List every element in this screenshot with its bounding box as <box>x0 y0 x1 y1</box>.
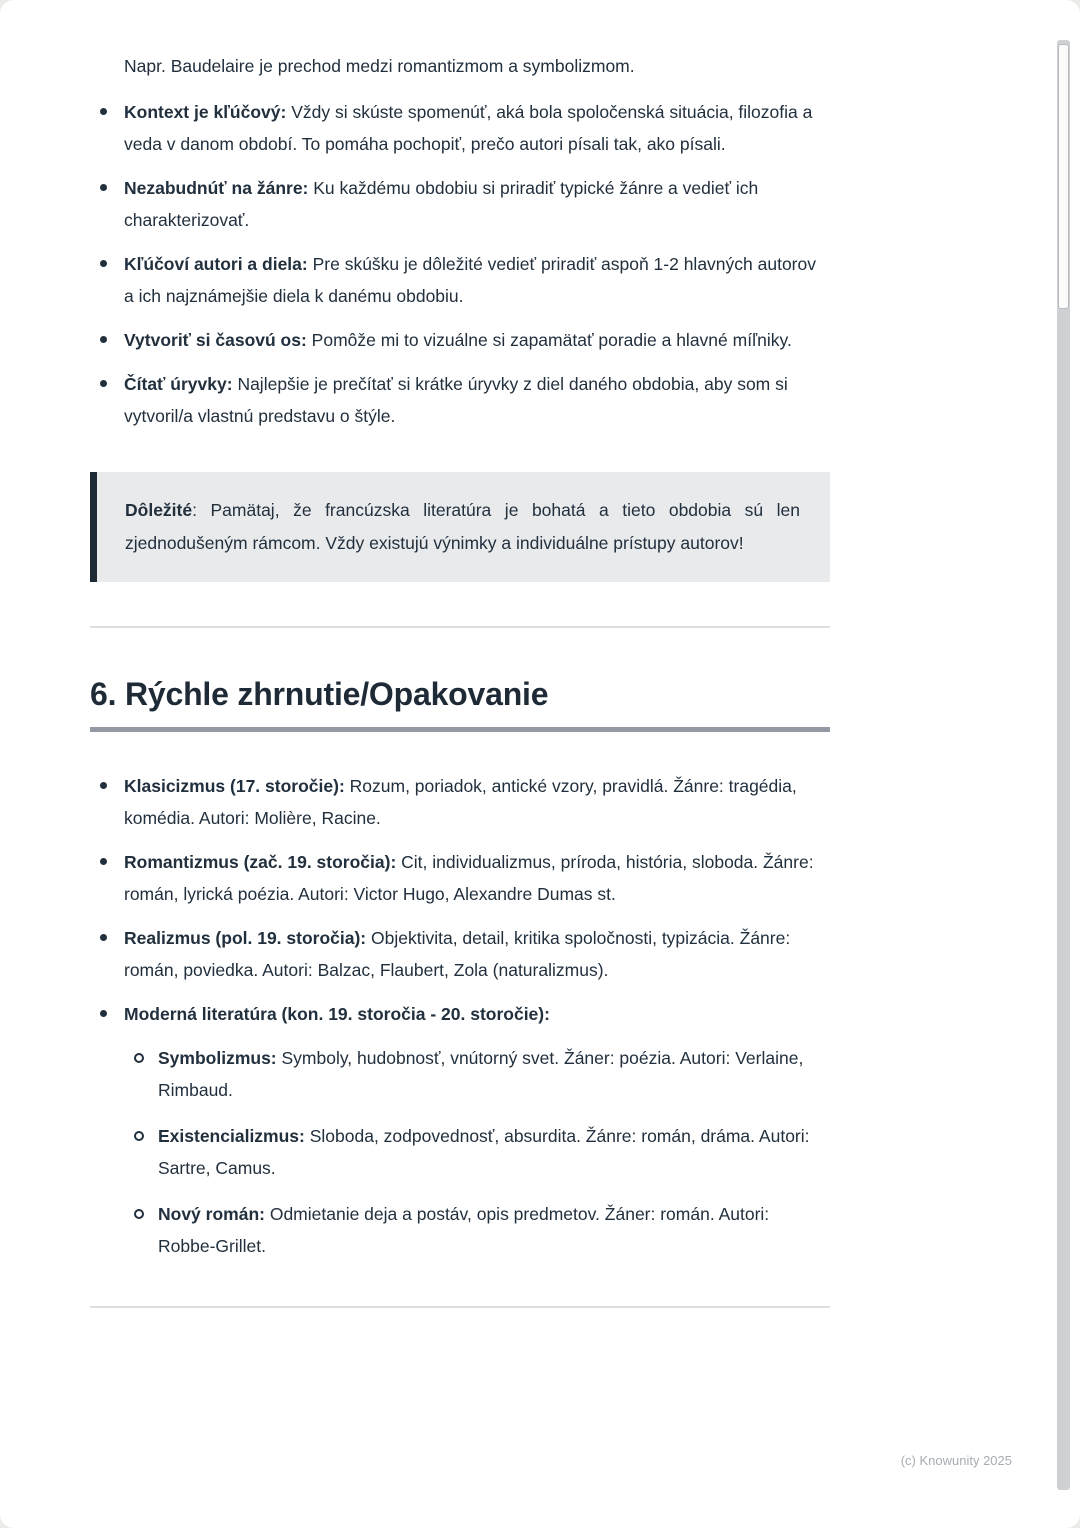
tips-list <box>90 96 830 432</box>
list-item-text: Pomôže mi to vizuálne si zapamätať poradie a hlavné míľniky. <box>306 330 792 350</box>
summary-list <box>90 770 830 1262</box>
list-item-lead: Nový román: <box>158 1204 265 1224</box>
intro-line: Napr. Baudelaire je prechod medzi romantizmom a symbolizmom. <box>124 56 635 76</box>
list-item-text: Sloboda, zodpovednosť, absurdita. Žánre: román, dráma. Autori: Sartre, Camus. <box>158 1126 810 1178</box>
heading-underline <box>90 727 830 732</box>
list-item <box>90 922 830 986</box>
nested-list-item <box>124 1042 830 1106</box>
list-item-text: Ku každému obdobiu si priradiť typické žánre a vedieť ich charakterizovať. <box>124 178 759 230</box>
list-item-text: Odmietanie deja a postáv, opis predmetov. Žáner: román. Autori: Robbe-Grillet. <box>158 1204 770 1256</box>
list-item-lead: Symbolizmus: <box>158 1048 277 1068</box>
important-callout <box>90 472 830 582</box>
list-item-lead: Moderná literatúra (kon. 19. storočia - 20. storočie): <box>124 1004 550 1024</box>
list-item-text: Pre skúšku je dôležité vedieť priradiť aspoň 1-2 hlavných autorov a ich najznámejšie diela k danému obdobiu. <box>124 254 816 306</box>
list-item <box>90 172 830 236</box>
list-item-text: Cit, individualizmus, príroda, história, sloboda. Žánre: román, lyrická poézia. Autori: Victor Hugo, Alexandre Dumas st. <box>124 852 814 904</box>
list-item-lead: Kontext je kľúčový: <box>124 102 287 122</box>
list-item-lead: Kľúčoví autori a diela: <box>124 254 308 274</box>
list-item-text: Najlepšie je prečítať si krátke úryvky z diel daného obdobia, aby som si vytvoril/a vlastnú predstavu o štýle. <box>124 374 788 426</box>
list-item-text: Vždy si skúste spomenúť, aká bola spoločenská situácia, filozofia a veda v danom období. To pomáha pochopiť, prečo autori písali tak, ako písali. <box>124 102 813 154</box>
list-item <box>90 324 830 356</box>
list-item <box>90 248 830 312</box>
nested-list-item <box>124 1120 830 1184</box>
list-item <box>90 96 830 160</box>
footer-credit: (c) Knowunity 2025 <box>900 1453 1012 1468</box>
list-item <box>90 846 830 910</box>
list-item <box>90 998 830 1262</box>
section-divider <box>90 626 830 628</box>
document-content <box>90 50 830 1308</box>
list-item-text: Rozum, poriadok, antické vzory, pravidlá. Žánre: tragédia, komédia. Autori: Molière, Racine. <box>124 776 797 828</box>
list-item <box>90 770 830 834</box>
nested-list <box>124 1042 830 1262</box>
list-item <box>90 368 830 432</box>
list-item-text: Objektivita, detail, kritika spoločnosti, typizácia. Žánre: román, poviedka. Autori: Balzac, Flaubert, Zola (naturalizmus). <box>124 928 791 980</box>
list-item-lead: Romantizmus (zač. 19. storočia): <box>124 852 397 872</box>
list-item-lead: Realizmus (pol. 19. storočia): <box>124 928 367 948</box>
list-item-lead: Klasicizmus (17. storočie): <box>124 776 345 796</box>
nested-list-item <box>124 1198 830 1262</box>
callout-lead: Dôležité <box>125 500 193 520</box>
scrollbar-thumb[interactable] <box>1058 44 1069 309</box>
list-item-lead: Nezabudnúť na žánre: <box>124 178 309 198</box>
section-divider <box>90 1306 830 1308</box>
list-item-lead: Existencializmus: <box>158 1126 305 1146</box>
scrollbar[interactable] <box>1057 40 1070 1490</box>
list-item-text: Symboly, hudobnosť, vnútorný svet. Žáner: poézia. Autori: Verlaine, Rimbaud. <box>158 1048 804 1100</box>
list-item-lead: Čítať úryvky: <box>124 374 233 394</box>
callout-text: : Pamätaj, že francúzska literatúra je bohatá a tieto obdobia sú len zjednodušeným rámcom. Vždy existujú výnimky a individuálne prístupy autorov! <box>125 500 800 553</box>
list-item-lead: Vytvoriť si časovú os: <box>124 330 307 350</box>
section-heading: 6. Rýchle zhrnutie/Opakovanie <box>90 676 549 712</box>
